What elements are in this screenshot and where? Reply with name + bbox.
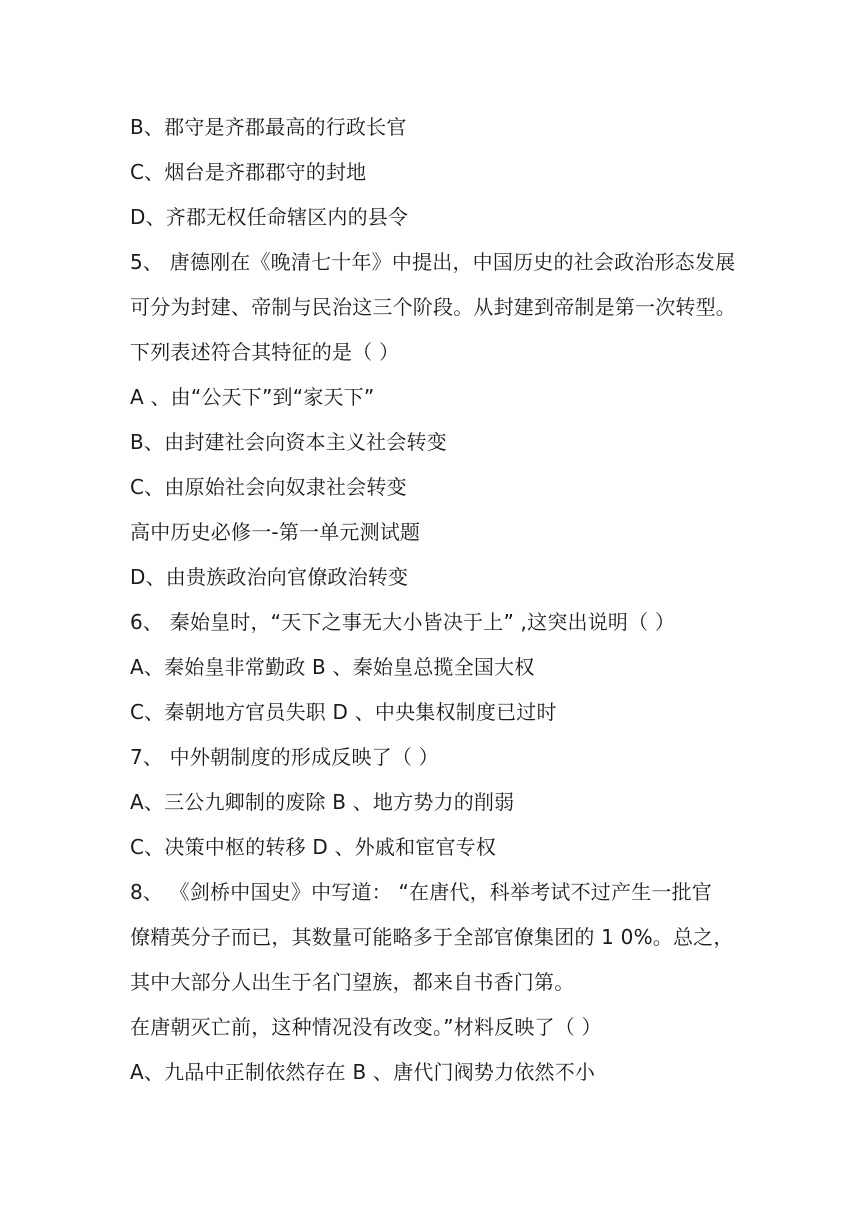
question-7: 7、 中外朝制度的形成反映了（ ） [130, 745, 439, 769]
question-5-line-2: 可分为封建、帝制与民治这三个阶段。从封建到帝制是第一次转型。 [130, 295, 736, 319]
option-c-q4: C、烟台是齐郡郡守的封地 [130, 160, 367, 184]
question-8-line-3: 其中大部分人出生于名门望族，都来自书香门第。 [130, 970, 575, 994]
question-8-line-4: 在唐朝灭亡前，这种情况没有改变。”材料反映了（ ） [130, 1015, 602, 1039]
question-5-line-3: 下列表述符合其特征的是（ ） [130, 340, 400, 364]
option-b-q4: B、郡守是齐郡最高的行政长官 [130, 115, 407, 139]
options-ab-q7: A、三公九卿制的废除 B 、地方势力的削弱 [130, 790, 515, 814]
question-8-line-1: 8、 《剑桥中国史》中写道： “在唐代，科举考试不过产生一批官 [130, 880, 713, 904]
option-d-q5: D、由贵族政治向官僚政治转变 [130, 565, 409, 589]
question-5-line-1: 5、 唐德刚在《晚清七十年》中提出，中国历史的社会政治形态发展 [130, 250, 736, 274]
option-d-q4: D、齐郡无权任命辖区内的县令 [130, 205, 409, 229]
options-ab-q6: A、秦始皇非常勤政 B 、秦始皇总揽全国大权 [130, 655, 535, 679]
question-8-line-2: 僚精英分子而已，其数量可能略多于全部官僚集团的 1 0%。总之， [130, 925, 734, 949]
options-cd-q6: C、秦朝地方官员失职 D 、中央集权制度已过时 [130, 700, 557, 724]
option-c-q5: C、由原始社会向奴隶社会转变 [130, 475, 407, 499]
running-header: 高中历史必修一-第一单元测试题 [130, 520, 421, 544]
option-b-q5: B、由封建社会向资本主义社会转变 [130, 430, 447, 454]
question-6: 6、 秦始皇时，“天下之事无大小皆决于上” ,这突出说明（ ） [130, 610, 676, 634]
options-cd-q7: C、决策中枢的转移 D 、外戚和宦官专权 [130, 835, 497, 859]
options-ab-q8: A、九品中正制依然存在 B 、唐代门阀势力依然不小 [130, 1060, 596, 1084]
option-a-q5: A 、由“公天下”到“家天下” [130, 385, 375, 409]
